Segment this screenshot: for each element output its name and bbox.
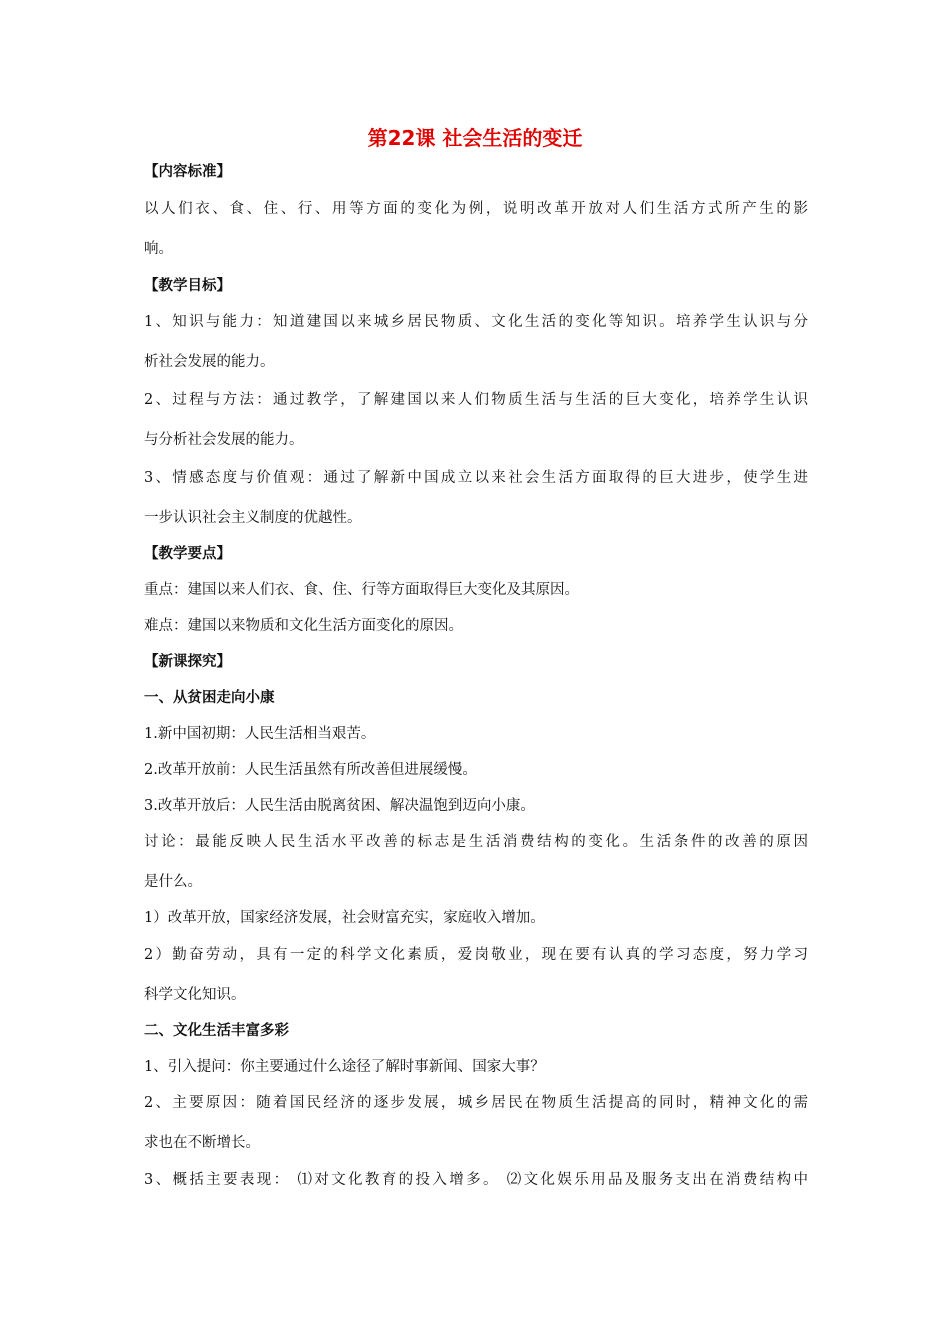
- section2-heading: 二、文化生活丰富多彩: [144, 1023, 289, 1039]
- paragraph-line: 求也在不断增长。: [144, 1135, 260, 1151]
- paragraph-line: 3.改革开放后：人民生活由脱离贫困、解决温饱到迈向小康。: [144, 798, 535, 814]
- paragraph-line: 3、概括主要表现： ⑴对文化教育的投入增多。 ⑵文化娱乐用品及服务支出在消费结构中: [144, 1172, 808, 1188]
- teaching-goals-heading: 【教学目标】: [144, 278, 231, 294]
- paragraph-line: 重点：建国以来人们衣、食、住、行等方面取得巨大变化及其原因。: [144, 582, 579, 598]
- paragraph-line: 与分析社会发展的能力。: [144, 432, 304, 448]
- page-title: 第22课 社会生活的变迁: [367, 126, 583, 150]
- key-points-heading: 【教学要点】: [144, 546, 231, 562]
- paragraph-line: 1.新中国初期：人民生活相当艰苦。: [144, 726, 376, 742]
- paragraph-line: 2、过程与方法：通过教学，了解建国以来人们物质生活与生活的巨大变化，培养学生认识: [144, 392, 808, 408]
- paragraph-line: 是什么。: [144, 874, 202, 890]
- content-standard-heading: 【内容标准】: [144, 164, 231, 180]
- paragraph-line: 1、引入提问：你主要通过什么途径了解时事新闻、国家大事？: [144, 1059, 545, 1075]
- paragraph-line: 2.改革开放前：人民生活虽然有所改善但进展缓慢。: [144, 762, 477, 778]
- section1-heading: 一、从贫困走向小康: [144, 690, 275, 706]
- paragraph-line: 讨论：最能反映人民生活水平改善的标志是生活消费结构的变化。生活条件的改善的原因: [144, 834, 808, 850]
- paragraph-line: 难点：建国以来物质和文化生活方面变化的原因。: [144, 618, 463, 634]
- paragraph-line: 析社会发展的能力。: [144, 354, 275, 370]
- paragraph-line: 一步认识社会主义制度的优越性。: [144, 510, 362, 526]
- paragraph-line: 科学文化知识。: [144, 987, 246, 1003]
- paragraph-line: 响。: [144, 241, 173, 257]
- paragraph-line: 1）改革开放，国家经济发展，社会财富充实，家庭收入增加。: [144, 910, 545, 926]
- paragraph-line: 以人们衣、食、住、行、用等方面的变化为例，说明改革开放对人们生活方式所产生的影: [144, 201, 808, 217]
- paragraph-line: 2）勤奋劳动，具有一定的科学文化素质，爱岗敬业，现在要有认真的学习态度，努力学习: [144, 947, 808, 963]
- paragraph-line: 3、情感态度与价值观：通过了解新中国成立以来社会生活方面取得的巨大进步，使学生进: [144, 470, 808, 486]
- new-lesson-heading: 【新课探究】: [144, 654, 231, 670]
- paragraph-line: 2、主要原因：随着国民经济的逐步发展，城乡居民在物质生活提高的同时，精神文化的需: [144, 1095, 808, 1111]
- paragraph-line: 1、知识与能力：知道建国以来城乡居民物质、文化生活的变化等知识。培养学生认识与分: [144, 314, 808, 330]
